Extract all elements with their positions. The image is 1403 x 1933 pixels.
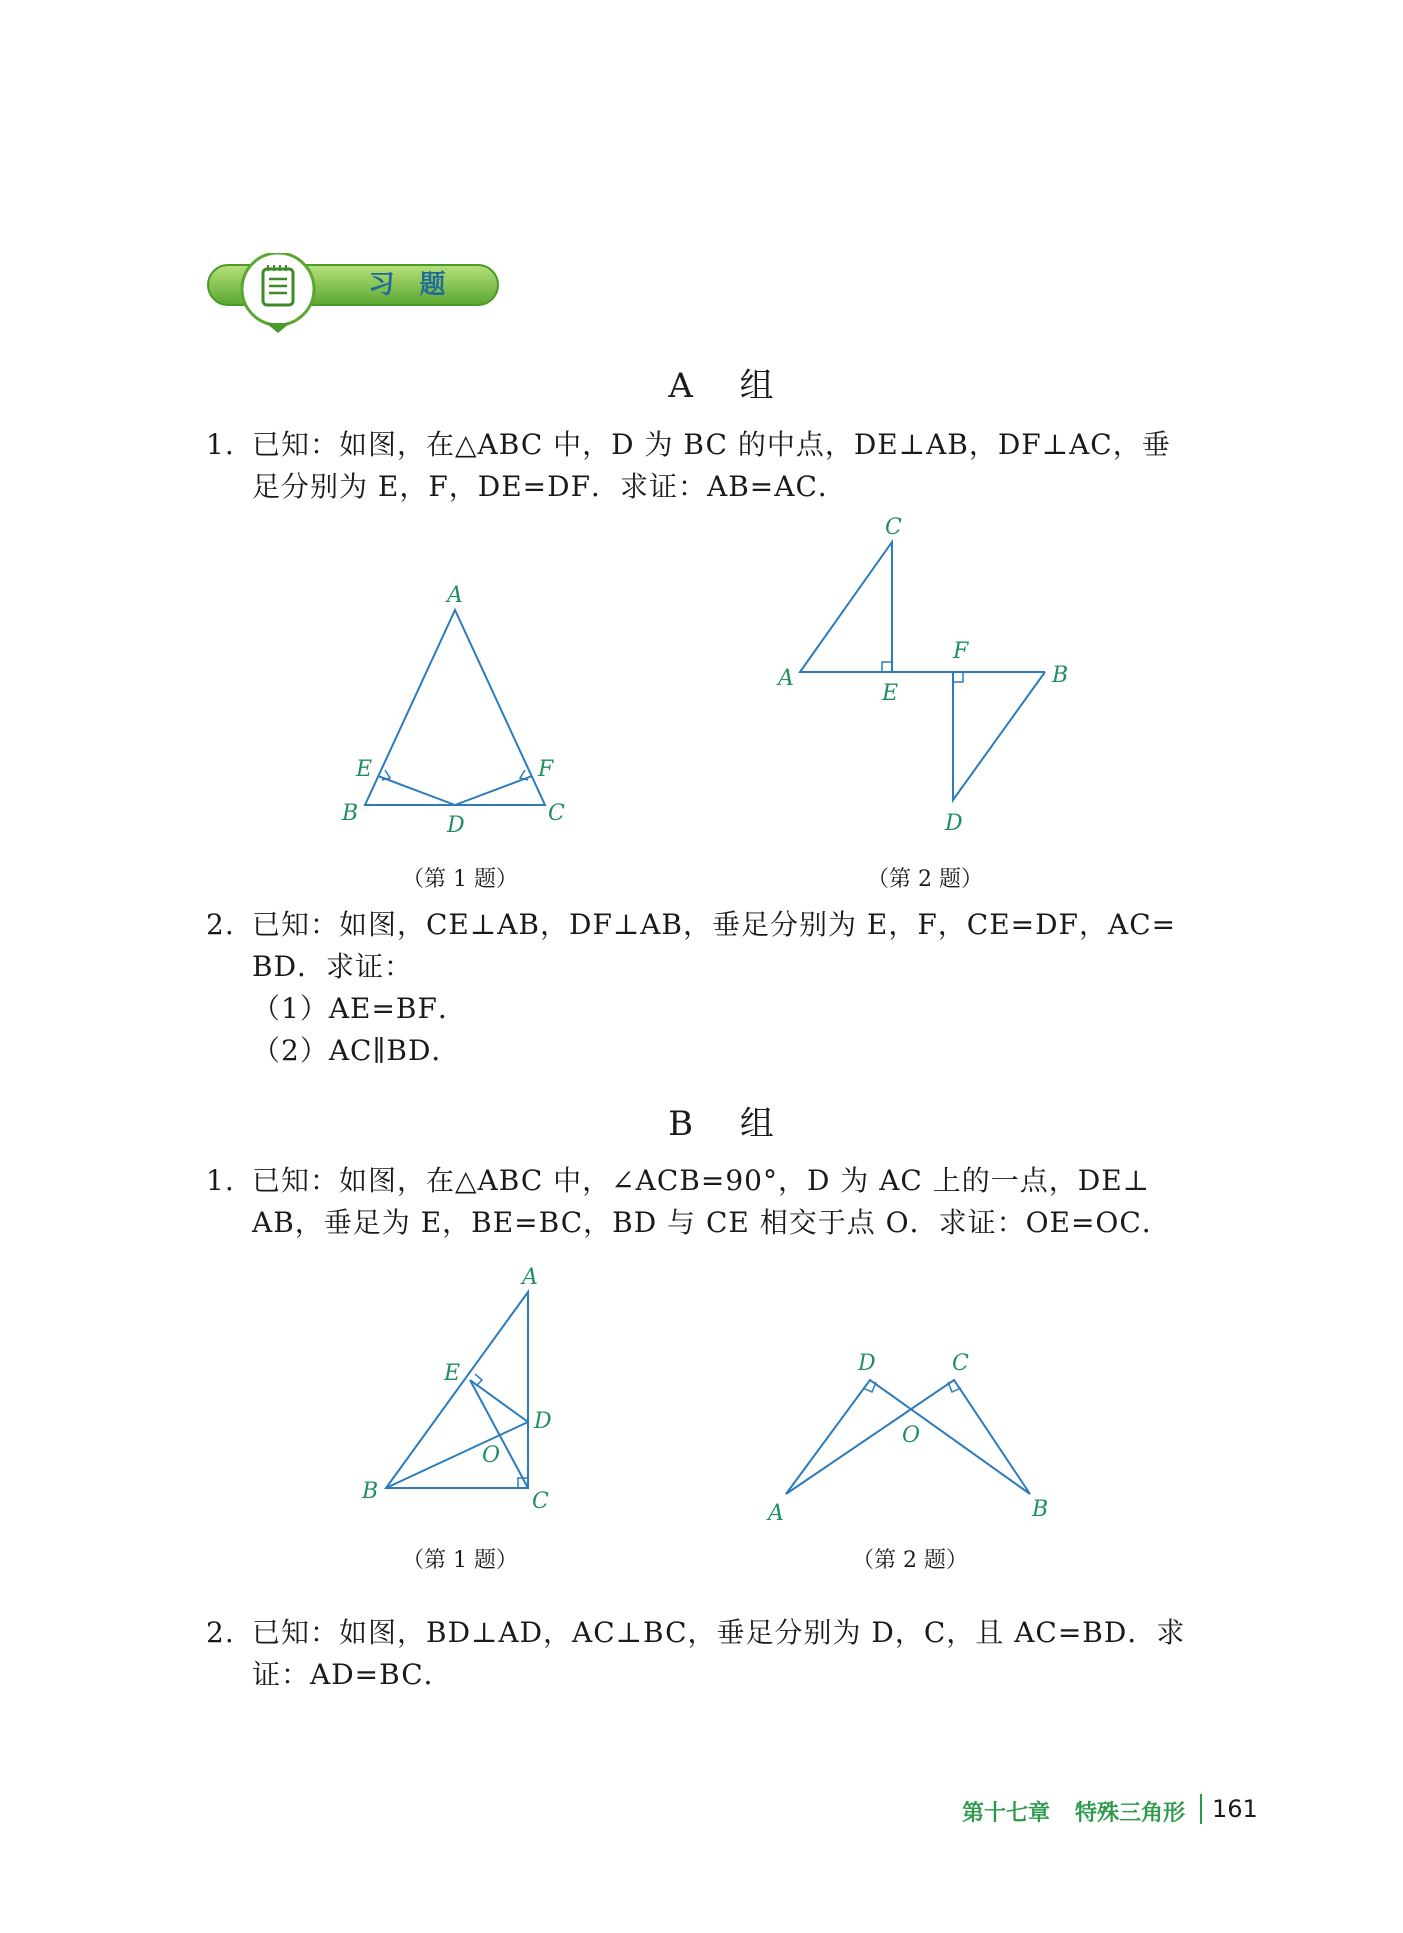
label-b: B bbox=[362, 1479, 379, 1504]
question-text: 已知：如图，在△ABC 中，∠ACB=90°，D 为 AC 上的一点，DE⊥ bbox=[252, 1164, 1150, 1197]
figure-a1-caption: （第 1 题） bbox=[402, 867, 518, 892]
right-angle-mark bbox=[882, 662, 892, 672]
group-b-title: B 组 bbox=[668, 1104, 792, 1144]
sub-question-1: （1）AE=BF． bbox=[252, 992, 467, 1025]
figure-a1 bbox=[330, 580, 590, 840]
group-a-question-1 bbox=[206, 424, 1196, 508]
banner-label: 习 题 bbox=[368, 270, 454, 300]
footer-chapter: 第十七章 bbox=[962, 1801, 1051, 1826]
triangle-abc bbox=[386, 1292, 528, 1488]
label-c: C bbox=[952, 1351, 969, 1376]
segment-df bbox=[455, 776, 532, 805]
label-d: D bbox=[534, 1409, 552, 1434]
figure-b2 bbox=[750, 1340, 1070, 1530]
triangle-ace bbox=[800, 542, 892, 672]
figure-b2-caption: （第 2 题） bbox=[852, 1548, 968, 1573]
label-b: B bbox=[1032, 1497, 1049, 1522]
footer-divider bbox=[1200, 1794, 1202, 1824]
group-a-title: A 组 bbox=[668, 366, 792, 406]
label-a: A bbox=[778, 666, 794, 691]
question-number: 1. bbox=[206, 1164, 235, 1197]
label-c: C bbox=[532, 1489, 549, 1514]
question-number: 2. bbox=[206, 1616, 235, 1649]
label-e: E bbox=[444, 1361, 461, 1386]
label-b: B bbox=[1052, 663, 1069, 688]
segment-ce bbox=[470, 1380, 528, 1488]
page-number: 161 bbox=[1212, 1795, 1258, 1823]
triangle-dfb bbox=[953, 672, 1045, 800]
label-d: D bbox=[858, 1351, 876, 1376]
label-e: E bbox=[356, 757, 373, 782]
question-text: 已知：如图，在△ABC 中，D 为 BC 的中点，DE⊥AB，DF⊥AC，垂 bbox=[252, 428, 1171, 461]
sub-question-2: （2）AC∥BD． bbox=[252, 1034, 461, 1067]
question-text: 足分别为 E，F，DE=DF．求证：AB=AC． bbox=[252, 470, 847, 503]
group-b-question-2 bbox=[206, 1612, 1196, 1696]
label-d: D bbox=[447, 813, 465, 838]
label-o: O bbox=[902, 1423, 921, 1448]
question-text: 已知：如图，BD⊥AD，AC⊥BC，垂足分别为 D，C，且 AC=BD．求 bbox=[252, 1616, 1186, 1649]
triangle-abc bbox=[365, 610, 545, 805]
label-a: A bbox=[447, 583, 463, 608]
figure-b1 bbox=[350, 1262, 570, 1522]
label-d: D bbox=[945, 811, 963, 836]
footer-topic: 特殊三角形 bbox=[1075, 1801, 1186, 1826]
notepad-icon bbox=[263, 265, 293, 305]
label-o: O bbox=[482, 1443, 501, 1468]
question-number: 2. bbox=[206, 908, 235, 941]
exercise-banner bbox=[206, 253, 502, 333]
question-text: AB，垂足为 E，BE=BC，BD 与 CE 相交于点 O．求证：OE=OC． bbox=[252, 1206, 1171, 1239]
figure-a2-caption: （第 2 题） bbox=[867, 867, 983, 892]
label-c: C bbox=[548, 801, 565, 826]
label-f: F bbox=[953, 639, 969, 664]
label-b: B bbox=[342, 801, 359, 826]
question-text: 已知：如图，CE⊥AB，DF⊥AB，垂足分别为 E，F，CE=DF，AC= bbox=[252, 908, 1177, 941]
question-number: 1. bbox=[206, 428, 235, 461]
figure-b1-caption: （第 1 题） bbox=[402, 1548, 518, 1573]
segment-bd bbox=[386, 1422, 528, 1488]
group-b-question-1 bbox=[206, 1160, 1196, 1244]
label-c: C bbox=[885, 515, 902, 540]
question-text: 证：AD=BC． bbox=[252, 1658, 453, 1691]
label-a: A bbox=[768, 1501, 784, 1526]
label-a: A bbox=[522, 1265, 538, 1290]
label-e: E bbox=[882, 681, 899, 706]
group-a-question-2 bbox=[206, 904, 1196, 1072]
right-angle-mark bbox=[953, 672, 963, 682]
question-text: BD．求证： bbox=[252, 950, 414, 983]
figure-a2 bbox=[770, 510, 1090, 840]
label-f: F bbox=[538, 757, 554, 782]
segment-de bbox=[470, 1380, 528, 1422]
segment-de bbox=[378, 776, 455, 805]
